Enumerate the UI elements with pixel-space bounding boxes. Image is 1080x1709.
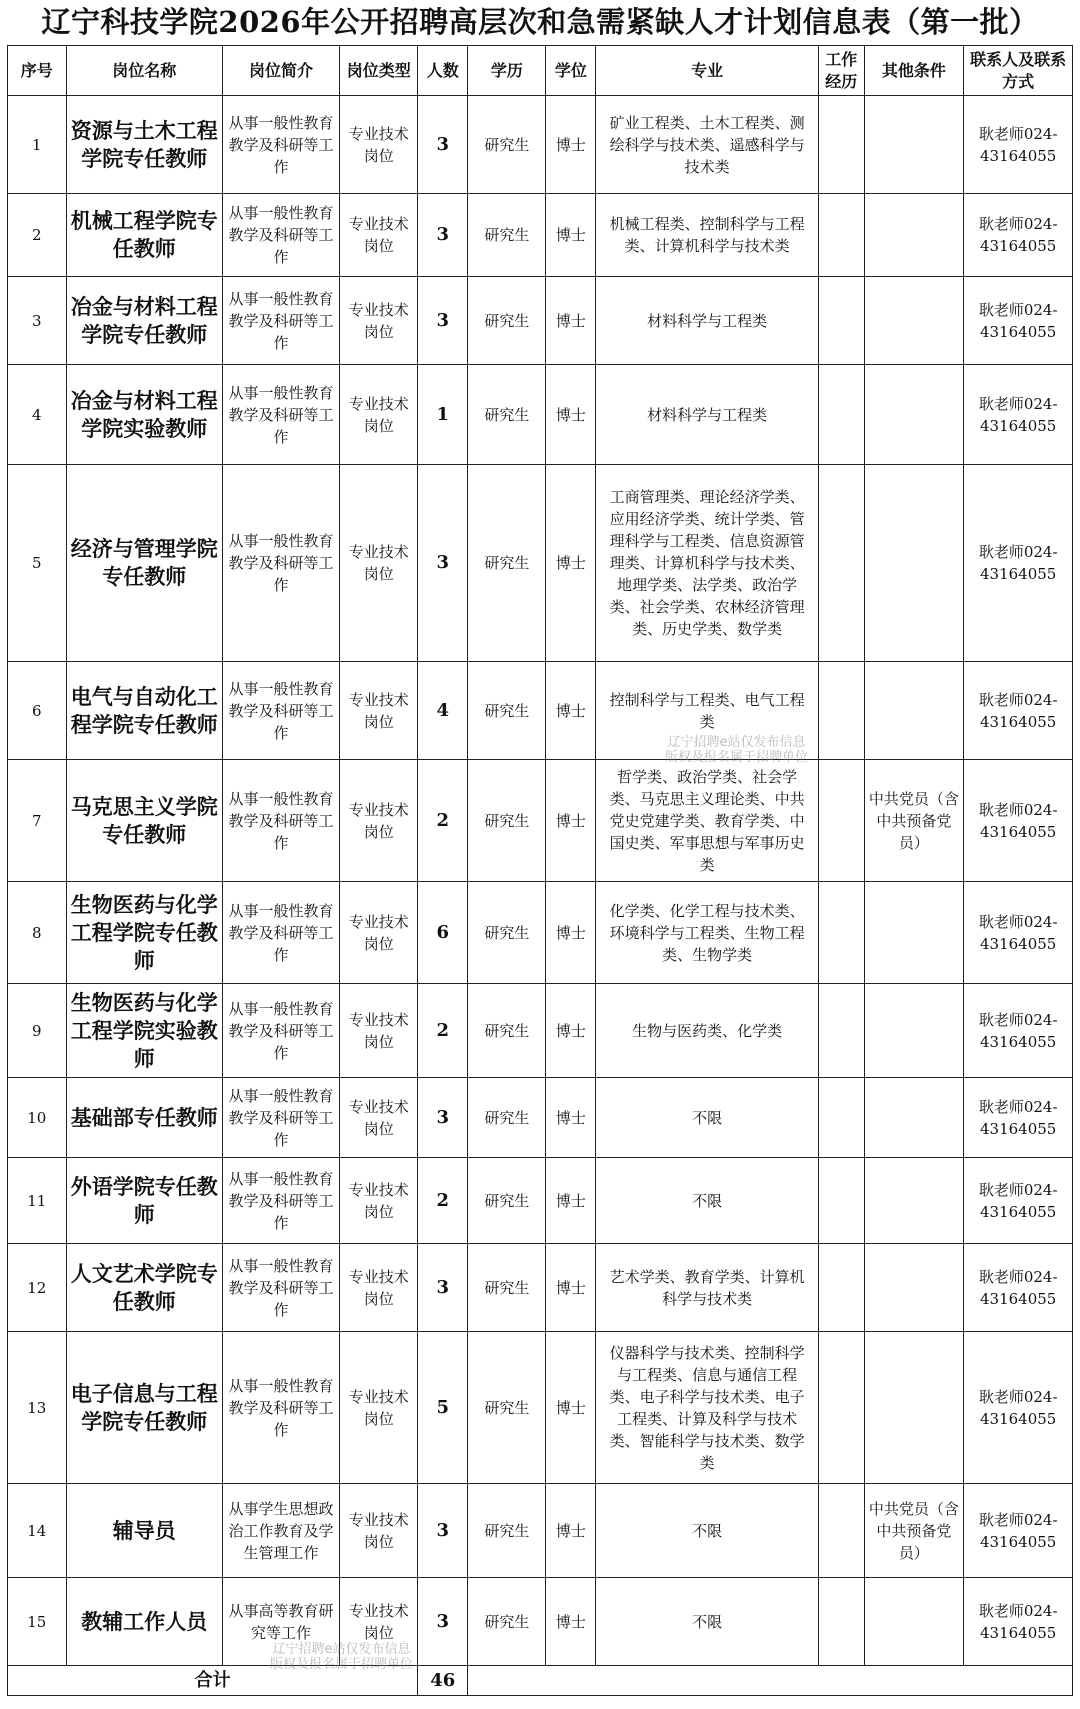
cell-major: 不限 [596, 1484, 819, 1578]
table-row [8, 662, 1073, 760]
cell-count: 1 [418, 365, 468, 465]
cell-seq: 2 [8, 194, 67, 277]
cell-exp [818, 465, 864, 662]
cell-major: 不限 [596, 1158, 819, 1244]
cell-intro: 从事一般性教育教学及科研等工作 [222, 465, 339, 662]
total-label: 合计 [8, 1666, 418, 1696]
header-exp: 工作经历 [818, 46, 864, 96]
cell-exp [818, 760, 864, 882]
cell-post-name: 基础部专任教师 [66, 1078, 222, 1158]
cell-type: 专业技术岗位 [340, 1078, 418, 1158]
cell-degree: 博士 [546, 96, 596, 194]
watermark-line2: 版权及报名属于招聘单位 [270, 1657, 414, 1672]
table-row [8, 365, 1073, 465]
cell-post-name: 资源与土木工程学院专任教师 [66, 96, 222, 194]
cell-contact: 耿老师024-43164055 [964, 96, 1073, 194]
cell-count: 2 [418, 760, 468, 882]
cell-intro: 从事学生思想政治工作教育及学生管理工作 [222, 1484, 339, 1578]
cell-count: 4 [418, 662, 468, 760]
header-seq: 序号 [8, 46, 67, 96]
table-row [8, 984, 1073, 1078]
cell-degree: 博士 [546, 1484, 596, 1578]
header-intro: 岗位简介 [222, 46, 339, 96]
cell-seq: 15 [8, 1578, 67, 1666]
cell-type: 专业技术岗位 [340, 1484, 418, 1578]
cell-exp [818, 1484, 864, 1578]
header-contact: 联系人及联系方式 [964, 46, 1073, 96]
cell-exp [818, 1244, 864, 1332]
cell-other [864, 1578, 964, 1666]
cell-contact: 耿老师024-43164055 [964, 1078, 1073, 1158]
cell-degree: 博士 [546, 984, 596, 1078]
cell-intro: 从事一般性教育教学及科研等工作 [222, 760, 339, 882]
cell-other [864, 365, 964, 465]
table-row [8, 1078, 1073, 1158]
cell-edu: 研究生 [468, 1578, 546, 1666]
cell-major: 工商管理类、理论经济学类、应用经济学类、统计学类、管理科学与工程类、信息资源管理类、计算机科学与技术类、地理学类、法学类、政治学类、社会学类、农林经济管理类、历史学类、数学类 [596, 465, 819, 662]
cell-degree: 博士 [546, 1332, 596, 1484]
cell-major: 仪器科学与技术类、控制科学与工程类、信息与通信工程类、电子科学与技术类、电子工程类、计算及科学与技术类、智能科学与技术类、数学类 [596, 1332, 819, 1484]
cell-exp [818, 1078, 864, 1158]
table-row [8, 1484, 1073, 1578]
cell-edu: 研究生 [468, 365, 546, 465]
cell-edu: 研究生 [468, 882, 546, 984]
cell-post-name: 人文艺术学院专任教师 [66, 1244, 222, 1332]
cell-post-name: 生物医药与化学工程学院实验教师 [66, 984, 222, 1078]
cell-intro: 从事一般性教育教学及科研等工作 [222, 96, 339, 194]
cell-edu: 研究生 [468, 96, 546, 194]
cell-edu: 研究生 [468, 662, 546, 760]
cell-other [864, 194, 964, 277]
cell-major: 材料科学与工程类 [596, 277, 819, 365]
cell-count: 5 [418, 1332, 468, 1484]
cell-major: 艺术学类、教育学类、计算机科学与技术类 [596, 1244, 819, 1332]
cell-other [864, 96, 964, 194]
cell-major: 不限 [596, 1578, 819, 1666]
cell-count: 3 [418, 1078, 468, 1158]
total-count: 46 [418, 1666, 468, 1696]
cell-exp [818, 1578, 864, 1666]
cell-post-name: 冶金与材料工程学院专任教师 [66, 277, 222, 365]
cell-type: 专业技术岗位 [340, 1158, 418, 1244]
cell-type: 专业技术岗位 [340, 1244, 418, 1332]
cell-edu: 研究生 [468, 984, 546, 1078]
cell-post-name: 外语学院专任教师 [66, 1158, 222, 1244]
cell-count: 3 [418, 96, 468, 194]
cell-seq: 12 [8, 1244, 67, 1332]
cell-seq: 1 [8, 96, 67, 194]
cell-major: 化学类、化学工程与技术类、环境科学与工程类、生物工程类、生物学类 [596, 882, 819, 984]
cell-degree: 博士 [546, 1244, 596, 1332]
cell-other [864, 1244, 964, 1332]
cell-other [864, 882, 964, 984]
cell-major: 控制科学与工程类、电气工程类 [596, 662, 819, 760]
cell-type: 专业技术岗位 [340, 984, 418, 1078]
cell-other [864, 984, 964, 1078]
table-row [8, 194, 1073, 277]
table-row [8, 96, 1073, 194]
cell-contact: 耿老师024-43164055 [964, 984, 1073, 1078]
table-row [8, 465, 1073, 662]
cell-type: 专业技术岗位 [340, 194, 418, 277]
header-count: 人数 [418, 46, 468, 96]
cell-other [864, 1158, 964, 1244]
cell-exp [818, 1158, 864, 1244]
cell-major: 生物与医药类、化学类 [596, 984, 819, 1078]
header-edu: 学历 [468, 46, 546, 96]
header-other: 其他条件 [864, 46, 964, 96]
cell-edu: 研究生 [468, 194, 546, 277]
cell-degree: 博士 [546, 1078, 596, 1158]
table-row [8, 1578, 1073, 1666]
cell-contact: 耿老师024-43164055 [964, 760, 1073, 882]
watermark-line1: 辽宁招聘e站仅发布信息 [272, 1642, 411, 1657]
cell-count: 3 [418, 465, 468, 662]
cell-edu: 研究生 [468, 760, 546, 882]
cell-count: 2 [418, 984, 468, 1078]
cell-type: 专业技术岗位 [340, 365, 418, 465]
cell-type: 专业技术岗位 [340, 1578, 418, 1666]
cell-other [864, 1332, 964, 1484]
table-row [8, 760, 1073, 882]
cell-intro: 从事一般性教育教学及科研等工作 [222, 984, 339, 1078]
cell-contact: 耿老师024-43164055 [964, 882, 1073, 984]
cell-degree: 博士 [546, 662, 596, 760]
cell-major: 机械工程类、控制科学与工程类、计算机科学与技术类 [596, 194, 819, 277]
cell-post-name: 生物医药与化学工程学院专任教师 [66, 882, 222, 984]
cell-type: 专业技术岗位 [340, 277, 418, 365]
cell-exp [818, 984, 864, 1078]
cell-degree: 博士 [546, 277, 596, 365]
table-row [8, 1158, 1073, 1244]
recruitment-table [7, 45, 1073, 1696]
cell-contact: 耿老师024-43164055 [964, 194, 1073, 277]
cell-exp [818, 1332, 864, 1484]
header-major: 专业 [596, 46, 819, 96]
table-row [8, 882, 1073, 984]
cell-intro: 从事一般性教育教学及科研等工作 [222, 1158, 339, 1244]
watermark-line1: 辽宁招聘e站仅发布信息 [667, 735, 806, 750]
header-degree: 学位 [546, 46, 596, 96]
cell-major: 材料科学与工程类 [596, 365, 819, 465]
cell-seq: 14 [8, 1484, 67, 1578]
cell-edu: 研究生 [468, 1244, 546, 1332]
cell-degree: 博士 [546, 760, 596, 882]
cell-other [864, 277, 964, 365]
cell-degree: 博士 [546, 1158, 596, 1244]
cell-post-name: 电气与自动化工程学院专任教师 [66, 662, 222, 760]
cell-contact: 耿老师024-43164055 [964, 277, 1073, 365]
cell-count: 3 [418, 1578, 468, 1666]
cell-exp [818, 194, 864, 277]
cell-edu: 研究生 [468, 1332, 546, 1484]
cell-count: 3 [418, 277, 468, 365]
cell-contact: 耿老师024-43164055 [964, 1484, 1073, 1578]
cell-type: 专业技术岗位 [340, 760, 418, 882]
cell-major: 哲学类、政治学类、社会学类、马克思主义理论类、中共党史党建学类、教育学类、中国史类、军事思想与军事历史类 [596, 760, 819, 882]
cell-intro: 从事高等教育研究等工作 [222, 1578, 339, 1666]
cell-degree: 博士 [546, 1578, 596, 1666]
cell-count: 3 [418, 194, 468, 277]
cell-seq: 8 [8, 882, 67, 984]
cell-exp [818, 365, 864, 465]
cell-post-name: 机械工程学院专任教师 [66, 194, 222, 277]
cell-intro: 从事一般性教育教学及科研等工作 [222, 277, 339, 365]
cell-post-name: 经济与管理学院专任教师 [66, 465, 222, 662]
cell-contact: 耿老师024-43164055 [964, 1578, 1073, 1666]
header-row [8, 46, 1073, 96]
cell-type: 专业技术岗位 [340, 96, 418, 194]
cell-intro: 从事一般性教育教学及科研等工作 [222, 194, 339, 277]
cell-intro: 从事一般性教育教学及科研等工作 [222, 882, 339, 984]
cell-other: 中共党员（含中共预备党员） [864, 1484, 964, 1578]
cell-seq: 6 [8, 662, 67, 760]
cell-other [864, 1078, 964, 1158]
cell-post-name: 电子信息与工程学院专任教师 [66, 1332, 222, 1484]
cell-degree: 博士 [546, 465, 596, 662]
cell-contact: 耿老师024-43164055 [964, 1332, 1073, 1484]
cell-count: 6 [418, 882, 468, 984]
cell-intro: 从事一般性教育教学及科研等工作 [222, 1332, 339, 1484]
cell-major: 不限 [596, 1078, 819, 1158]
cell-seq: 5 [8, 465, 67, 662]
cell-edu: 研究生 [468, 1158, 546, 1244]
cell-exp [818, 277, 864, 365]
cell-exp [818, 882, 864, 984]
cell-seq: 10 [8, 1078, 67, 1158]
cell-edu: 研究生 [468, 277, 546, 365]
cell-exp [818, 662, 864, 760]
table-row [8, 1244, 1073, 1332]
total-row [8, 1666, 1073, 1696]
header-name: 岗位名称 [66, 46, 222, 96]
cell-other [864, 465, 964, 662]
cell-contact: 耿老师024-43164055 [964, 1158, 1073, 1244]
cell-count: 3 [418, 1484, 468, 1578]
cell-edu: 研究生 [468, 465, 546, 662]
cell-seq: 3 [8, 277, 67, 365]
cell-edu: 研究生 [468, 1484, 546, 1578]
cell-type: 专业技术岗位 [340, 662, 418, 760]
cell-degree: 博士 [546, 365, 596, 465]
cell-contact: 耿老师024-43164055 [964, 365, 1073, 465]
cell-type: 专业技术岗位 [340, 1332, 418, 1484]
cell-seq: 7 [8, 760, 67, 882]
cell-post-name: 马克思主义学院专任教师 [66, 760, 222, 882]
cell-seq: 13 [8, 1332, 67, 1484]
cell-degree: 博士 [546, 194, 596, 277]
total-empty [468, 1666, 1073, 1696]
cell-exp [818, 96, 864, 194]
cell-major: 矿业工程类、土木工程类、测绘科学与技术类、遥感科学与技术类 [596, 96, 819, 194]
cell-intro: 从事一般性教育教学及科研等工作 [222, 662, 339, 760]
cell-post-name: 辅导员 [66, 1484, 222, 1578]
cell-count: 2 [418, 1158, 468, 1244]
cell-intro: 从事一般性教育教学及科研等工作 [222, 1078, 339, 1158]
cell-intro: 从事一般性教育教学及科研等工作 [222, 1244, 339, 1332]
cell-contact: 耿老师024-43164055 [964, 465, 1073, 662]
cell-post-name: 教辅工作人员 [66, 1578, 222, 1666]
cell-seq: 9 [8, 984, 67, 1078]
cell-count: 3 [418, 1244, 468, 1332]
cell-degree: 博士 [546, 882, 596, 984]
table-row [8, 1332, 1073, 1484]
watermark-line2: 版权及报名属于招聘单位 [665, 750, 809, 765]
cell-seq: 4 [8, 365, 67, 465]
page-title: 辽宁科技学院2026年公开招聘高层次和急需紧缺人才计划信息表（第一批） [41, 5, 1039, 39]
cell-type: 专业技术岗位 [340, 465, 418, 662]
cell-other: 中共党员（含中共预备党员） [864, 760, 964, 882]
cell-other [864, 662, 964, 760]
cell-post-name: 冶金与材料工程学院实验教师 [66, 365, 222, 465]
cell-contact: 耿老师024-43164055 [964, 662, 1073, 760]
header-type: 岗位类型 [340, 46, 418, 96]
cell-type: 专业技术岗位 [340, 882, 418, 984]
cell-edu: 研究生 [468, 1078, 546, 1158]
table-row [8, 277, 1073, 365]
cell-intro: 从事一般性教育教学及科研等工作 [222, 365, 339, 465]
cell-contact: 耿老师024-43164055 [964, 1244, 1073, 1332]
cell-seq: 11 [8, 1158, 67, 1244]
